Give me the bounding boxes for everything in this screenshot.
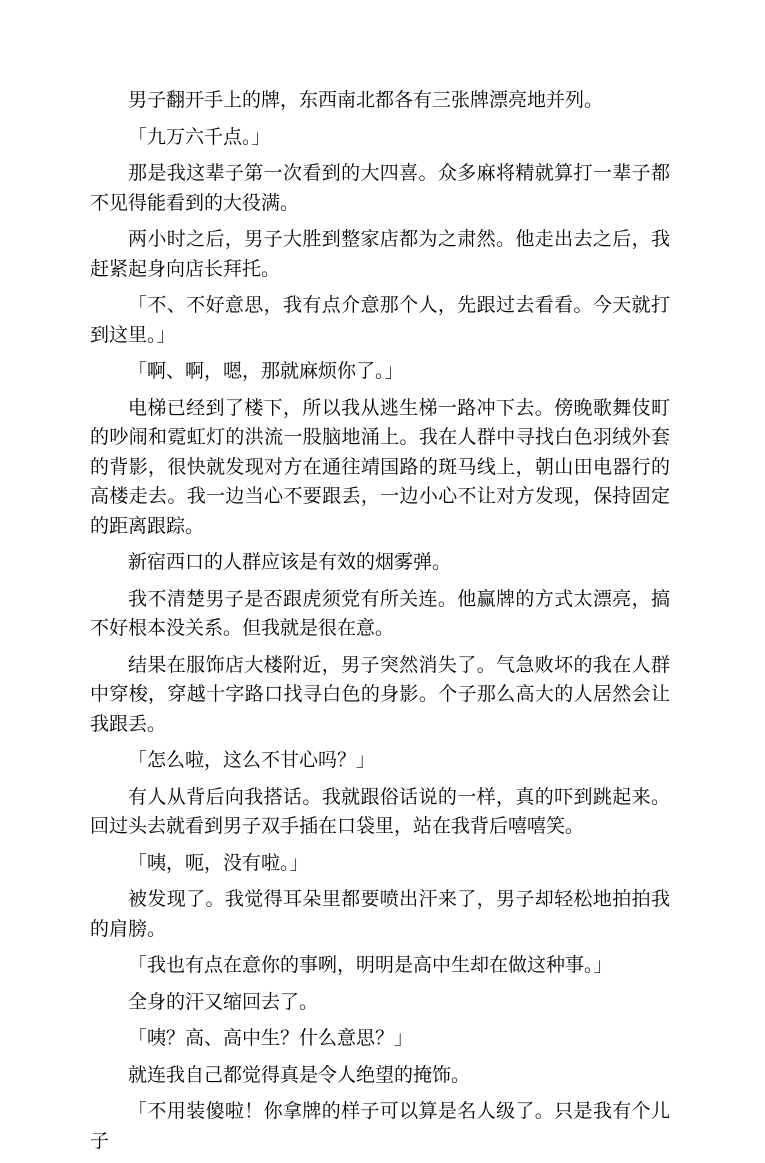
paragraph: 男子翻开手上的牌，东西南北都各有三张牌漂亮地并列。 bbox=[128, 89, 604, 111]
paragraph: 有人从背后向我搭话。我就跟俗话说的一样，真的吓到跳起来。回过头去就看到男子双手插在口袋里，站在我背后嘻嘻笑。 bbox=[90, 785, 670, 837]
paragraph: 「咦，呃，没有啦。」 bbox=[128, 851, 309, 874]
paragraph: 「不用装傻啦！你拿牌的样子可以算是名人级了。只是我有个儿子 bbox=[90, 1100, 670, 1152]
paragraph: 「我也有点在意你的事咧，明明是高中生却在做这种事。」 bbox=[128, 954, 613, 976]
paragraph: 「不、不好意思，我有点介意那个人，先跟过去看看。今天就打到这里。」 bbox=[90, 294, 670, 346]
paragraph: 我不清楚男子是否跟虎须党有所关连。他赢牌的方式太漂亮，搞不好根本没关系。但我就是很在意。 bbox=[90, 587, 670, 639]
paragraph: 被发现了。我觉得耳朵里都要喷出汗来了，男子却轻松地拍拍我的肩膀。 bbox=[90, 888, 670, 940]
paragraph: 「九万六千点。」 bbox=[128, 125, 271, 148]
paragraph: 「咦？高、高中生？什么意思？」 bbox=[128, 1027, 414, 1049]
paragraph: 就连我自己都觉得真是令人绝望的掩饰。 bbox=[128, 1063, 471, 1086]
paragraph: 结果在服饰店大楼附近，男子突然消失了。气急败坏的我在人群中穿梭，穿越十字路口找寻白色的身影。个子那么高大的人居然会让我跟丢。 bbox=[90, 653, 670, 735]
paragraph: 两小时之后，男子大胜到整家店都为之肃然。他走出去之后，我赶紧起身向店长拜托。 bbox=[90, 228, 670, 280]
paragraph: 那是我这辈子第一次看到的大四喜。众多麻将精就算打一辈子都不见得能看到的大役满。 bbox=[90, 162, 670, 214]
paragraph: 新宿西口的人群应该是有效的烟雾弹。 bbox=[128, 551, 452, 573]
paragraph: 「啊、啊，嗯，那就麻烦你了。」 bbox=[128, 360, 404, 382]
paragraph: 「怎么啦，这么不甘心吗？」 bbox=[128, 749, 376, 771]
paragraph: 电梯已经到了楼下，所以我从逃生梯一路冲下去。傍晚歌舞伎町的吵闹和霓虹灯的洪流一股脑地涌上。我在人群中寻找白色羽绒外套的背影，很快就发现对方在通往靖国路的斑马线上，朝山田电器行的高楼走去。我一边当心不要跟丢，一边小心不让对方发现，保持固定的距离跟踪。 bbox=[90, 396, 670, 537]
paragraph: 全身的汗又缩回去了。 bbox=[128, 990, 319, 1013]
document-page bbox=[90, 86, 670, 1163]
